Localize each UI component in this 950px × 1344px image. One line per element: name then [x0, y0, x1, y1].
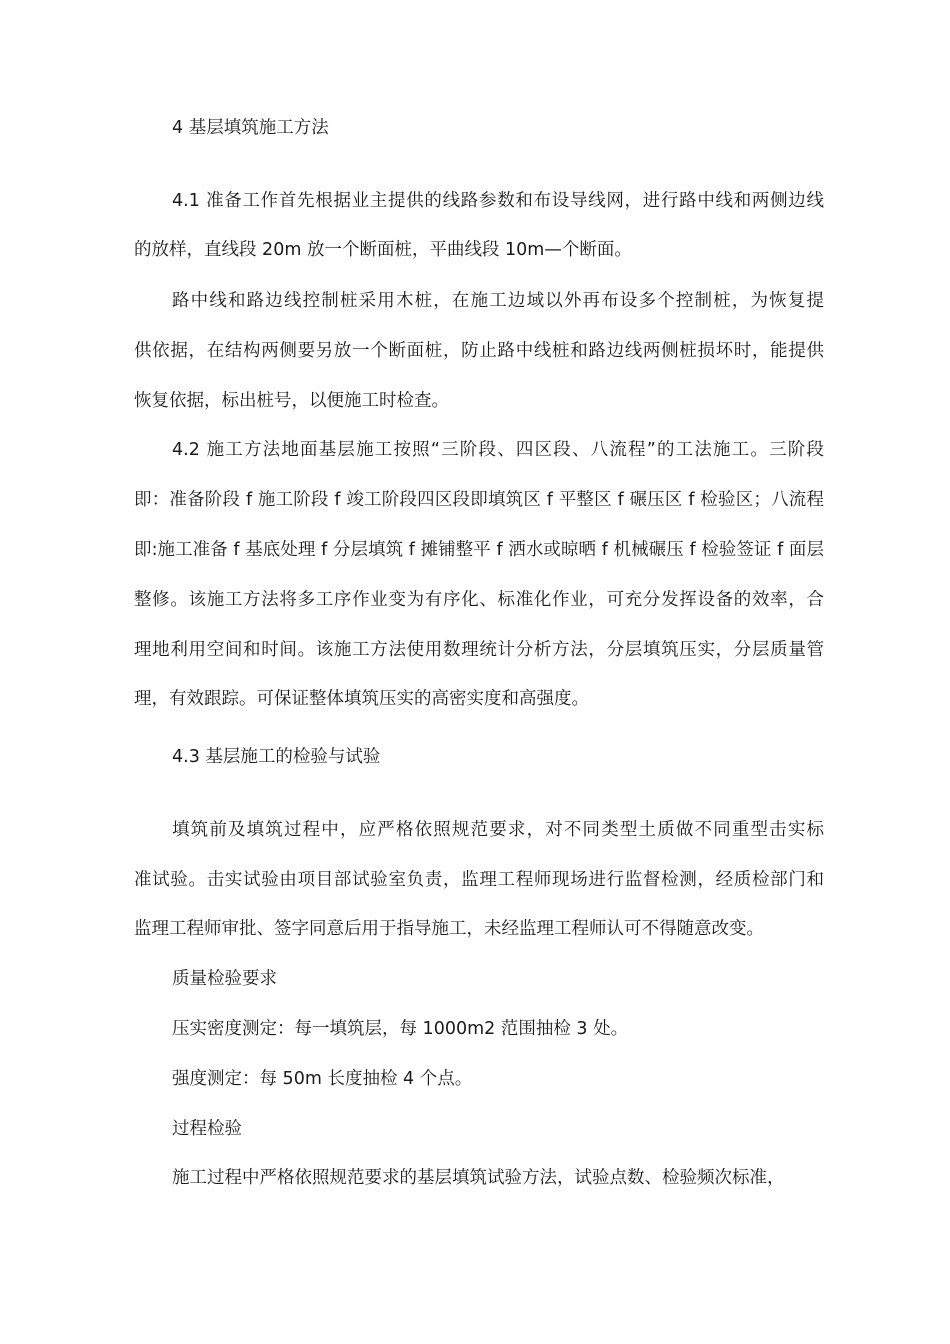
paragraph-4-1-line-1: 4.1 准备工作首先根据业主提供的线路参数和布设导线网，进行路中线和两侧边线 [172, 191, 824, 211]
paragraph-4-3-line-2: 准试验。击实试验由项目部试验室负责，监理工程师现场进行监督检测，经质检部门和 [134, 870, 824, 890]
process-heading: 过程检验 [172, 1119, 242, 1139]
process-line-1: 施工过程中严格依照规范要求的基层填筑试验方法，试验点数、检验频次标准， [172, 1168, 785, 1188]
section-4-heading: 4 基层填筑施工方法 [172, 118, 329, 138]
section-4-3-heading: 4.3 基层施工的检验与试验 [172, 747, 381, 767]
paragraph-stake-line-3: 恢复依据，标出桩号，以便施工时检查。 [134, 391, 449, 411]
compaction-requirement: 压实密度测定：每一填筑层，每 1000m2 范围抽检 3 处。 [172, 1019, 629, 1039]
paragraph-4-2-line-2: 即：准备阶段 f 施工阶段 f 竣工阶段四区段即填筑区 f 平整区 f 碾压区 f 检验区；八流程 [134, 490, 824, 510]
paragraph-4-2-line-3: 即:施工准备 f 基底处理 f 分层填筑 f 摊铺整平 f 洒水或晾晒 f 机械碾压 f 检验签证 f 面层 [134, 540, 824, 560]
quality-heading: 质量检验要求 [172, 969, 277, 989]
paragraph-4-2-line-4: 整修。该施工方法将多工序作业变为有序化、标准化作业，可充分发挥设备的效率，合 [134, 590, 824, 610]
paragraph-4-2-line-1: 4.2 施工方法地面基层施工按照“三阶段、四区段、八流程”的工法施工。三阶段 [172, 440, 824, 460]
paragraph-4-1-line-2: 的放样，直线段 20m 放一个断面桩，平曲线段 10m—个断面。 [134, 240, 632, 260]
paragraph-4-2-line-5: 理地利用空间和时间。该施工方法使用数理统计分析方法，分层填筑压实，分层质量管 [134, 640, 824, 660]
strength-requirement: 强度测定：每 50m 长度抽检 4 个点。 [172, 1069, 473, 1089]
paragraph-4-2-line-6: 理，有效跟踪。可保证整体填筑压实的高密实度和高强度。 [134, 689, 589, 709]
paragraph-4-3-line-3: 监理工程师审批、签字同意后用于指导施工，未经监理工程师认可不得随意改变。 [134, 919, 764, 939]
paragraph-4-3-line-1: 填筑前及填筑过程中，应严格依照规范要求，对不同类型土质做不同重型击实标 [172, 820, 824, 840]
paragraph-stake-line-2: 供依据，在结构两侧要另放一个断面桩，防止路中线桩和路边线两侧桩损坏时，能提供 [134, 341, 824, 361]
paragraph-stake-line-1: 路中线和路边线控制桩采用木桩，在施工边域以外再布设多个控制桩，为恢复提 [172, 291, 824, 311]
